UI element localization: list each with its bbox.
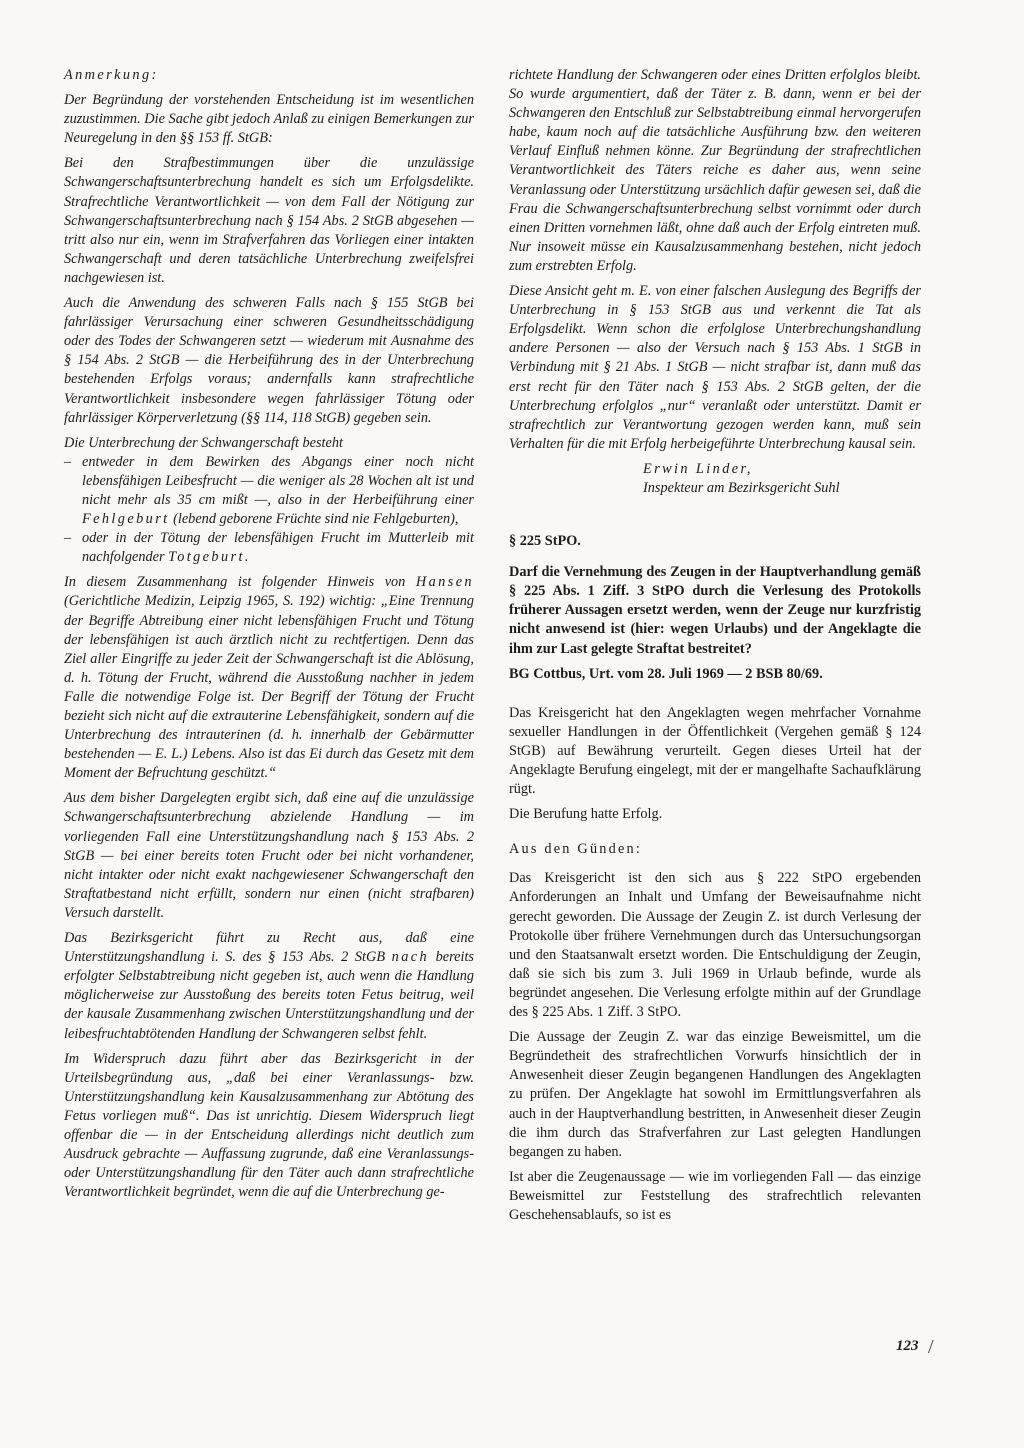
signature-block xyxy=(509,460,921,498)
paragraph xyxy=(64,929,474,1044)
paragraph: Aus dem bisher Dargelegten ergibt sich, daß eine auf die unzulässige Schwangerschaftsunterbrechung abzielende Handlung — im vorliegenden Fall eine Unterstützungshandlung nach § 153 Abs. 2 StGB — bei einer bereits toten Frucht oder bei nicht vorhandener, nicht intakter oder nicht exakt nachgewiesener Schwangerschaft den Straftatbestand nicht erfüllt, sondern nur einen (nicht strafbaren) Versuch darstellt. xyxy=(64,790,474,921)
list-item-text: oder in der Tötung der lebensfähigen Frucht im Mutterleib mit nachfolgender xyxy=(82,530,474,566)
emphasis-term: Totgeburt xyxy=(168,549,245,566)
author-name: Hansen xyxy=(415,574,474,591)
emphasis-term: nach xyxy=(391,949,430,966)
paragraph-text: bereits erfolgter Selbstabtreibung nicht gegeben ist, auch wenn die Handlung möglicherweise zur Ausstoßung des bereits toten Fetus beitrug, weil der kausale Zusammenhang zwischen Unterstützungshandlung und der leibesfruchtabtötenden Handlung der Schwangeren selbst fehlt. xyxy=(64,949,474,1042)
paragraph: Der Begründung der vorstehenden Entscheidung ist im wesentlichen zuzustimmen. Die Sache gibt jedoch Anlaß zu einigen Bemerkungen zur Neuregelung in den §§ 153 ff. StGB: xyxy=(64,92,474,147)
paragraph-text: In diesem Zusammenhang ist folgender Hinweis von xyxy=(64,574,416,591)
paragraph: Die Aussage der Zeugin Z. war das einzige Beweismittel, um die Begründetheit des strafrechtlichen Vorwurfs hinsichtlich der in Anwesenheit dieser Zeugin begangenen Handlungen des Angeklagten zu prüfen. Der Angeklagte hat sowohl im Ermittlungsverfahren als auch in der Hauptverhandlung bestritten, in Anwesenheit dieser Zeugin die ihm durch das Strafverfahren zur Last gelegten Handlungen begangen zu haben. xyxy=(509,1029,921,1160)
paragraph: Ist aber die Zeugenaussage — wie im vorliegenden Fall — das einzige Beweismittel zur Feststellung des strafrechtlich relevanten Geschehensablaufs, so ist es xyxy=(509,1168,921,1223)
paragraph: Das Kreisgericht ist den sich aus § 222 StPO ergebenden Anforderungen an Inhalt und Umfang der Beweisaufnahme nicht gerecht geworden. Die Aussage der Zeugin Z. ist durch Verlesung der Protokolle über frühere Vernehmungen durch das Untersuchungsorgan und den Staatsanwalt ersetzt worden. Die Entschuldigung der Zeugin, daß sie sich bis zum 3. Juli 1969 in Urlaub befinde, wurde als begründet angesehen. Die Verlesung erfolgte mithin auf der Grundlage des § 225 Abs. 1 Ziff. 3 StPO. xyxy=(509,870,921,1021)
pencil-mark-icon: / xyxy=(928,1336,934,1358)
section-heading: § 225 StPO. xyxy=(509,533,581,550)
paragraph: Die Unterbrechung der Schwangerschaft besteht xyxy=(64,434,343,451)
paragraph: Bei den Strafbestimmungen über die unzulässige Schwangerschaftsunterbrechung handelt es sich um Erfolgsdelikte. Strafrechtliche Verantwortlichkeit — von dem Fall der Nötigung zur Schwangerschaftsunterbrechung nach § 154 Abs. 2 StGB abgesehen — tritt also nur ein, wenn im Strafverfahren das Vorliegen einer intakten Schwangerschaft und deren tatsächliche Unterbrechung zweifelsfrei nachgewiesen ist. xyxy=(64,155,474,286)
author-name: Erwin Linder, xyxy=(643,460,753,477)
page-number: 123 xyxy=(896,1338,919,1354)
emphasis-term: Fehlgeburt xyxy=(82,511,170,528)
list-item xyxy=(64,453,474,529)
paragraph: richtete Handlung der Schwangeren oder eines Dritten erfolglos bleibt. So wurde argumentiert, daß der Täter z. B. dann, wenn er bei der Schwangeren den Entschluß zur Selbstabtreibung einmal hervorgerufen habe, kaum noch auf die tatsächliche Ausführung bzw. den weiteren Verlauf Einfluß nehmen könne. Zur Begründung der strafrechtlichen Verantwortlichkeit des Täters reiche es daher aus, wenn seine Veranlassung oder Unterstützung ursächlich dafür gewesen sei, daß die Frau die Schwangerschaftsunterbrechung selbst vornimmt oder durch einen Dritten vornehmen läßt, ohne daß auch der Erfolg eintreten muß. Nur insoweit müsse ein Kausalzusammenhang bestehen, nicht jedoch zum erstrebten Erfolg. xyxy=(509,67,921,274)
paragraph: Das Kreisgericht hat den Angeklagten wegen mehrfacher Vornahme sexueller Handlungen in der Öffentlichkeit (Vergehen gemäß § 124 StGB) auf Bewährung verurteilt. Gegen dieses Urteil hat der Angeklagte Berufung eingelegt, mit der er mangelhafte Sachaufklärung rügt. xyxy=(509,704,921,798)
paragraph: Im Widerspruch dazu führt aber das Bezirksgericht in der Urteilsbegründung aus, „daß bei einer Veranlassungs- bzw. Unterstützungshandlung kein Kausalzusammenhang zur Abtötung des Fetus vorliegen muß“. Das ist unrichtig. Diesem Widerspruch liegt offenbar die — in der Entscheidung allerdings nicht deutlich zum Ausdruck gebrachte — Auffassung zugrunde, daß eine Veranlassungs- oder Unterstützungshandlung für den Täter auch dann strafrechtliche Verantwortlichkeit begründet, wenn die auf die Unterbrechung ge- xyxy=(64,1050,474,1201)
grounds-heading: Aus den Günden: xyxy=(509,841,643,858)
author-title: Inspekteur am Bezirksgericht Suhl xyxy=(643,479,840,496)
left-column xyxy=(64,66,474,1208)
court-citation: BG Cottbus, Urt. vom 28. Juli 1969 — 2 BSB 80/69. xyxy=(509,665,823,682)
list-item xyxy=(64,529,474,567)
legal-question: Darf die Vernehmung des Zeugen in der Hauptverhandlung gemäß § 225 Abs. 1 Ziff. 3 StPO durch die Verlesung des Protokolls früherer Aussagen ersetzt werden, wenn der Zeuge nur kurzfristig nicht anwesend ist (hier: wegen Urlaubs) und der Angeklagte die ihm zur Last gelegte Straftat bestreitet? xyxy=(509,564,921,657)
paragraph-text: Das Bezirksgericht führt zu Recht aus, daß eine Unterstützungshandlung i. S. des § 153 Abs. 2 StGB xyxy=(64,930,474,966)
paragraph xyxy=(64,573,474,783)
list-item-text: entweder in dem Bewirken des Abgangs einer noch nicht lebensfähigen Leibesfrucht — die weniger als 28 Wochen alt ist und nicht mehr als 35 cm mißt —, also in der Herbeiführung einer xyxy=(82,453,474,508)
list-item-text: (lebend geborene Früchte sind nie Fehlgeburten), xyxy=(169,511,459,528)
list-item-text: . xyxy=(244,549,249,566)
paragraph: Auch die Anwendung des schweren Falls nach § 155 StGB bei fahrlässiger Verursachung einer schweren Gesundheitsschädigung oder des Todes der Schwangeren setzt — wiederum mit Ausnahme des § 154 Abs. 2 StGB — die Herbeiführung des in der Unterbrechung bestehenden Erfolgs voraus; andernfalls kann strafrechtliche Verantwortlichkeit insbesondere wegen fahrlässiger Tötung oder fahrlässiger Körperverletzung (§§ 114, 118 StGB) gegeben sein. xyxy=(64,295,474,426)
right-column xyxy=(509,66,921,1231)
annotation-heading: Anmerkung: xyxy=(64,67,159,83)
paragraph-text: (Gerichtliche Medizin, Leipzig 1965, S. 192) wichtig: „Eine Trennung der Begriffe Abtreibung einer nicht lebensfähigen Frucht und Tötung der lebensfähigen ist auch ärztlich nicht zu rechtfertigen. Denn das Ziel aller Eingriffe zu jeder Zeit der Schwangerschaft ist die Ablösung, d. h. Tötung der Frucht, während die Ausstoßung nachher in jedem Falle die notwendige Folge ist. Der Begriff der Tötung der Frucht bezieht sich nicht auf die extrauterine Lebensfähigkeit, sondern auf die Unterbrechung des intrauterinen (d. h. innerhalb der Gebärmutter bestehenden — E. L.) Lebens. Also ist das Ei durch das Gesetz mit dem Moment der Befruchtung geschützt.“ xyxy=(64,593,474,782)
paragraph: Die Berufung hatte Erfolg. xyxy=(509,806,663,823)
paragraph: Diese Ansicht geht m. E. von einer falschen Auslegung des Begriffs der Unterbrechung in § 153 StGB aus und verkennt die Tat als Erfolgsdelikt. Wenn schon die erfolglose Unterbrechungshandlung andere Personen — also der Versuch nach § 153 Abs. 1 StGB in Verbindung mit § 21 Abs. 1 StGB — nicht strafbar ist, dann muß das erst recht für den Täter nach § 153 Abs. 2 StGB gelten, der die Unterbrechung erfolglos „nur“ veranlaßt oder unterstützt. Damit er strafrechtlich zur Verantwortung gezogen werden kann, muß sein Verhalten für die mit Erfolg herbeigeführte Unterbrechung kausal sein. xyxy=(509,283,921,452)
